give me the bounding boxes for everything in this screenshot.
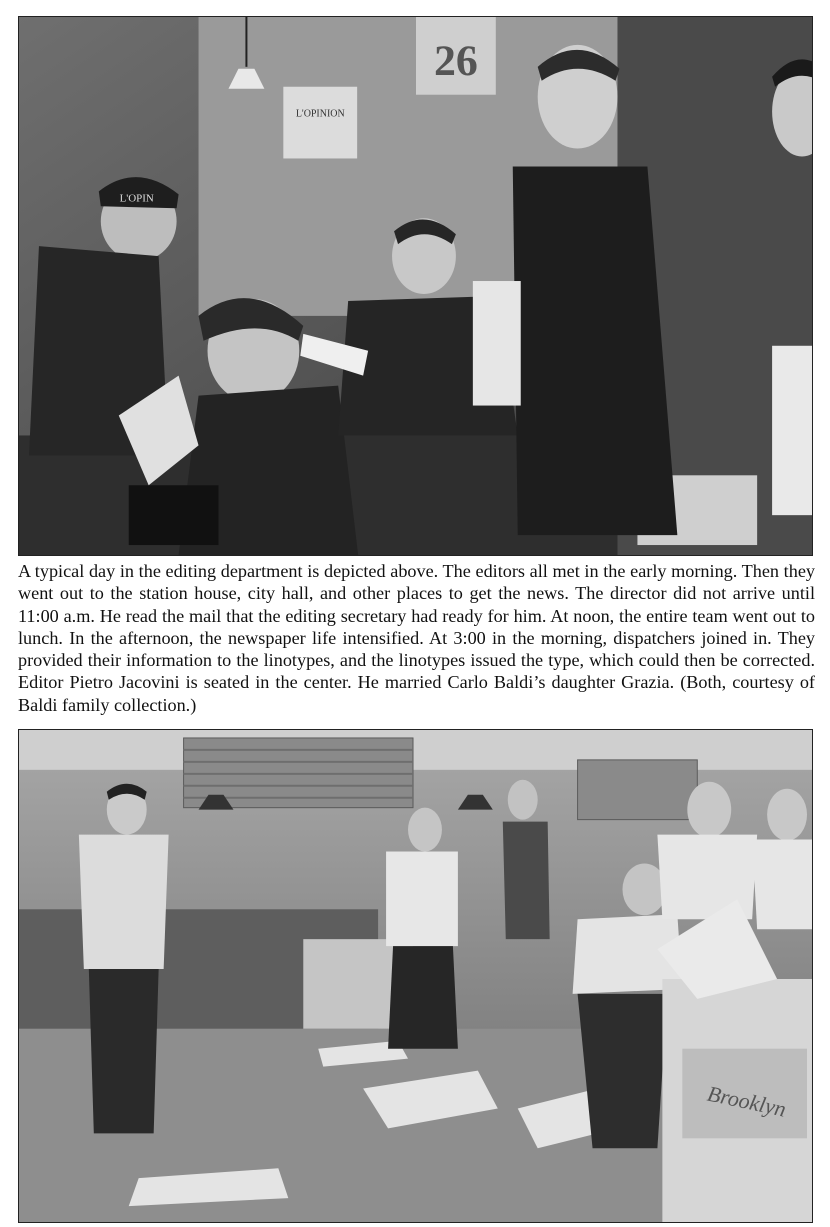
poster-text: L'OPINION [295,108,345,120]
crate-text: Brooklyn [705,1080,789,1122]
editing-department-illustration [19,17,812,555]
poster [283,87,357,159]
calendar-number: 26 [433,36,478,85]
photo-caption: A typical day in the editing department is depicted above. The editors all met in the early morning. Then they went out to the station house, city hall, and other places to get the news. The director did not arrive until 11:00 a.m. He read the mail that the editing secretary had ready for him. At noon, the entire team went out to lunch. In the afternoon, the newspaper life intensified. At 3:00 in the morning, dispatchers joined in. They provided their information to the linotypes, and the linotypes issued the type, which could then be corrected. Editor Pietro Jacovini is seated in the center. He married Carlo Baldi’s daughter Grazia. (Both, courtesy of Baldi family collection.) [18,561,815,715]
composing-room-photo [18,729,813,1223]
editing-department-photo [18,16,813,556]
cap-text: L'OPIN [119,192,154,205]
composing-room-illustration [19,730,812,1222]
